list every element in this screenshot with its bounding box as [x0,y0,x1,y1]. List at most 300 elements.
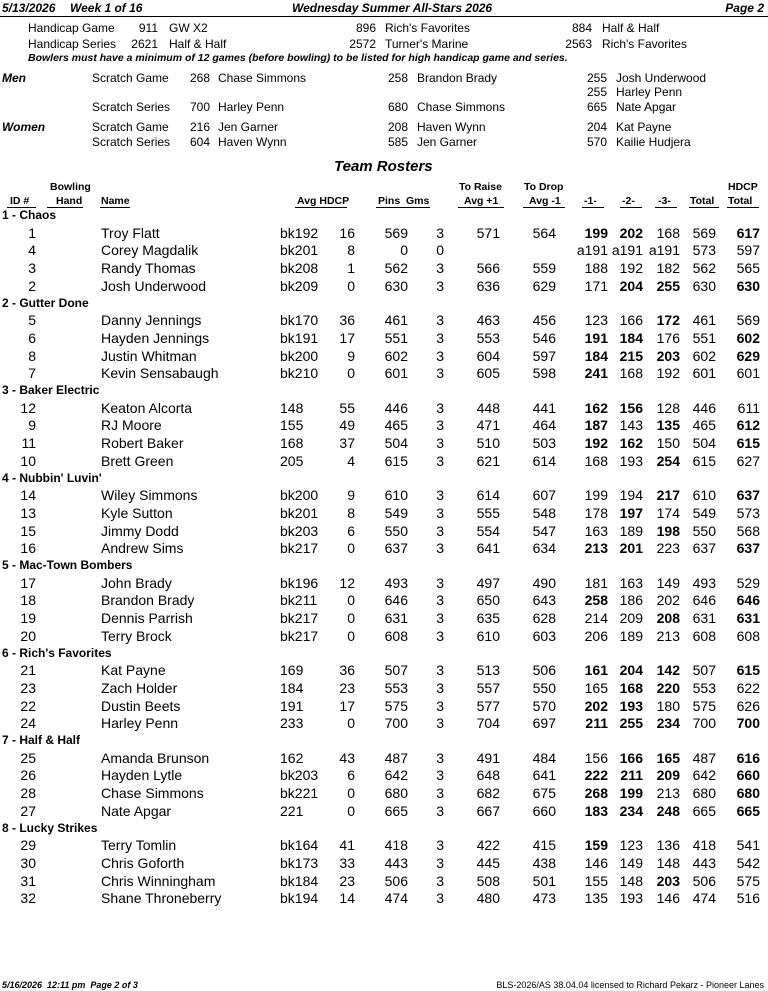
scratch-total: 487 [692,749,716,766]
bowler-handicap: 9 [347,347,355,364]
bowler-id: 24 [20,715,36,732]
men-game-label: Scratch Game [92,71,169,85]
bowler-id: 23 [20,679,36,696]
bowler-id: 8 [28,347,36,364]
women-game-name: Haven Wynn [417,120,486,134]
bowler-name: RJ Moore [101,417,162,434]
bowler-handicap: 14 [339,890,355,907]
game1-score: 135 [584,890,608,907]
bowler-pins: 646 [384,592,408,609]
team-header: 5 - Mac-Town Bombers [2,558,133,572]
to-raise-value: 557 [476,679,500,696]
to-raise-value: 614 [476,487,500,504]
bowler-handicap: 0 [347,277,355,294]
bowler-name: Kevin Sensabaugh [101,365,219,382]
team-header: 3 - Baker Electric [2,383,100,397]
bowler-handicap: 36 [339,312,355,329]
bowler-handicap: 41 [339,837,355,854]
to-raise-value: 445 [476,854,500,871]
bowler-id: 9 [28,417,36,434]
handicap-total: 611 [737,399,760,416]
bowler-handicap: 36 [339,662,355,679]
handicap-total: 615 [736,435,760,452]
women-label: Women [2,120,46,134]
bowler-average: bk201 [280,504,319,521]
bowler-pins: 443 [384,854,408,871]
bowler-name: John Brady [101,574,172,591]
bowler-row [0,628,768,646]
bowler-average: 233 [280,715,304,732]
handicap-total: 637 [736,540,760,557]
to-raise-value: 554 [476,522,500,539]
bowler-pins: 507 [384,662,408,679]
bowler-name: Justin Whitman [101,347,197,364]
hdcp-game-team: GW X2 [169,21,208,35]
to-raise-value: 704 [476,715,500,732]
to-raise-value: 422 [476,837,500,854]
bowler-games: 3 [436,435,444,452]
game3-score: 203 [656,347,680,364]
bowler-id: 14 [20,487,36,504]
col-hdcp: HDCP [728,181,758,193]
bowler-games: 0 [436,242,444,259]
bowler-average: bk192 [280,224,319,241]
handicap-total: 616 [736,749,760,766]
bowler-games: 3 [436,417,444,434]
col-to-drop: To Drop [524,181,564,193]
game2-score: 192 [619,260,643,277]
bowler-name: Josh Underwood [101,277,207,294]
scratch-total: 506 [692,872,716,889]
women-game-score: 216 [189,120,210,134]
bowler-row [0,487,768,505]
col-bowling: Bowling [50,181,91,193]
game2-score: 194 [619,487,643,504]
to-drop-value: 441 [532,399,556,416]
handicap-total: 573 [736,504,760,521]
to-raise-value: 471 [476,417,500,434]
to-raise-value: 650 [476,592,500,609]
scratch-total: 601 [692,365,716,382]
game1-score: 213 [584,540,608,557]
women-series-score: 570 [586,135,607,149]
bowler-games: 3 [436,872,444,889]
bowler-games: 3 [436,592,444,609]
bowler-pins: 601 [384,365,408,382]
to-raise-value: 491 [476,749,500,766]
game3-score: 149 [656,574,680,591]
game2-score: 193 [619,452,643,469]
bowler-handicap: 6 [347,767,355,784]
game1-score: 184 [584,347,608,364]
bowler-row [0,767,768,785]
scratch-total: 615 [692,452,716,469]
women-series-score: 604 [189,135,210,149]
team-header: 2 - Gutter Done [2,295,89,310]
bowler-row [0,803,768,821]
game2-score: 162 [619,435,643,452]
game1-score: 161 [584,662,608,679]
to-drop-value: 464 [532,417,556,434]
to-raise-value: 513 [476,662,500,679]
footer-license: BLS-2026/AS 38.04.04 licensed to Richard Pekarz - Pioneer Lanes [496,980,764,990]
to-raise-value: 636 [476,277,500,294]
scratch-total: 602 [692,347,716,364]
bowler-average: 184 [280,679,304,696]
hdcp-series-score: 2563 [565,37,592,51]
to-drop-value: 501 [532,872,556,889]
game3-score: 174 [656,504,680,521]
hdcp-series-score: 2621 [131,37,158,51]
game2-score: 149 [619,854,643,871]
bowler-name: Chase Simmons [101,785,204,802]
bowler-row [0,698,768,716]
bowler-id: 15 [20,522,36,539]
to-drop-value: 438 [532,854,556,871]
men-series-label: Scratch Series [92,100,171,114]
game3-score: 208 [656,610,680,627]
to-raise-value: 621 [476,452,500,469]
bowler-pins: 602 [384,347,408,364]
to-drop-value: 550 [532,679,556,696]
bowler-average: bk203 [280,767,319,784]
to-drop-value: 614 [532,452,556,469]
hdcp-series-team: Turner's Marine [385,37,469,51]
bowler-handicap: 6 [347,522,355,539]
game2-score: 123 [619,837,643,854]
hdcp-series-team: Half & Half [169,37,227,51]
scratch-total: 630 [692,277,716,294]
handicap-total: 615 [736,662,760,679]
game2-score: 189 [619,522,643,539]
scratch-total: 507 [692,662,716,679]
bowler-games: 3 [436,627,444,644]
bowler-name: Brandon Brady [101,592,195,609]
women-series-score: 585 [387,135,408,149]
to-raise-value: 610 [476,627,500,644]
bowler-average: 169 [280,662,304,679]
bowler-row [0,523,768,541]
bowler-games: 3 [436,785,444,802]
to-drop-value: 564 [532,224,556,241]
bowler-pins: 680 [384,785,408,802]
to-drop-value: 641 [532,767,556,784]
bowler-handicap: 0 [347,540,355,557]
scratch-total: 575 [692,697,716,714]
bowler-pins: 461 [384,312,408,329]
col-game2: -2- [622,195,635,207]
to-raise-value: 571 [476,224,500,241]
bowler-pins: 493 [384,574,408,591]
bowler-id: 17 [20,574,36,591]
scratch-total: 569 [692,224,716,241]
bowler-handicap: 8 [347,242,355,259]
report-date: 5/13/2026 [2,1,56,15]
to-drop-value: 415 [532,837,556,854]
bowler-handicap: 0 [347,627,355,644]
handicap-total: 612 [736,417,760,434]
bowler-row [0,505,768,523]
bowler-name: Amanda Brunson [101,749,210,766]
game1-score: 202 [584,697,608,714]
game1-score: 165 [584,679,608,696]
bowler-pins: 551 [384,329,408,346]
bowler-games: 3 [436,224,444,241]
handicap-total: 541 [736,837,760,854]
bowler-name: Zach Holder [101,679,178,696]
bowler-row [0,435,768,453]
game3-score: 213 [656,785,680,802]
scratch-total: 504 [692,435,716,452]
bowler-games: 3 [436,610,444,627]
bowler-name: Shane Throneberry [101,890,222,907]
handicap-total: 608 [736,627,760,644]
bowler-row [0,540,768,558]
bowler-handicap: 0 [347,802,355,819]
game3-score: 150 [656,435,680,452]
bowler-average: bk170 [280,312,319,329]
women-series-name: Haven Wynn [218,135,287,149]
bowler-games: 3 [436,679,444,696]
scratch-total: 549 [692,504,716,521]
bowler-average: bk200 [280,487,319,504]
team-header: 1 - Chaos [2,208,57,222]
bowler-name: Terry Tomlin [101,837,177,854]
handicap-total: 617 [736,224,760,241]
handicap-total: 631 [736,610,760,627]
game3-score: 180 [656,697,680,714]
game3-score: 234 [656,715,680,732]
handicap-total: 529 [736,574,760,591]
to-raise-value: 667 [476,802,500,819]
game3-score: 146 [656,890,680,907]
bowler-handicap: 37 [339,435,355,452]
game2-score: 197 [619,504,643,521]
bowler-row [0,278,768,296]
bowler-pins: 550 [384,522,408,539]
handicap-total: 626 [736,697,760,714]
game1-score: 159 [584,837,608,854]
to-drop-value: 643 [532,592,556,609]
team-header: 7 - Half & Half [2,733,81,747]
footer-print-info: 5/16/2026 12:11 pm Page 2 of 3 [2,980,138,990]
game3-score: 148 [656,854,680,871]
to-drop-value: 597 [532,347,556,364]
handicap-total: 565 [736,260,760,277]
game3-score: 220 [656,679,680,696]
men-game-score: 258 [387,71,408,85]
hdcp-game-score: 884 [571,21,592,35]
bowler-name: Troy Flatt [101,224,160,241]
bowler-row [0,400,768,418]
bowler-name: Jimmy Dodd [101,522,179,539]
to-drop-value: 675 [532,785,556,802]
to-raise-value: 648 [476,767,500,784]
game3-score: 182 [656,260,680,277]
bowler-name: Danny Jennings [101,312,202,329]
bowler-average: bk194 [280,890,319,907]
bowler-games: 3 [436,697,444,714]
men-game-score: 255 [586,71,607,85]
header-rule [0,16,768,17]
to-drop-value: 547 [532,522,556,539]
handicap-total: 680 [736,785,760,802]
bowler-pins: 615 [384,452,408,469]
bowler-pins: 665 [384,802,408,819]
bowler-games: 3 [436,715,444,732]
bowler-id: 27 [20,802,36,819]
scratch-total: 474 [692,890,716,907]
bowler-id: 20 [20,627,36,644]
col-to-raise: To Raise [459,181,502,193]
bowler-average: bk217 [280,627,319,644]
game3-score: 168 [656,224,680,241]
col-game3: -3- [658,195,671,207]
bowler-handicap: 0 [347,715,355,732]
game3-score: 198 [656,522,680,539]
game2-score: 186 [619,592,643,609]
bowler-id: 18 [20,592,36,609]
scratch-total: 551 [692,329,716,346]
bowler-pins: 642 [384,767,408,784]
game2-score: 193 [619,697,643,714]
game3-score: 176 [656,329,680,346]
bowler-pins: 610 [384,487,408,504]
bowler-row [0,260,768,278]
bowler-id: 1 [28,224,36,241]
to-raise-value: 510 [476,435,500,452]
game1-score: 162 [584,399,608,416]
bowler-pins: 474 [384,890,408,907]
scratch-total: 700 [692,715,716,732]
bowler-id: 26 [20,767,36,784]
hdcp-game-score: 896 [355,21,376,35]
bowler-handicap: 0 [347,610,355,627]
game1-score: 187 [584,417,608,434]
col-avg-plus: Avg +1 [464,195,499,207]
week-label: Week 1 of 16 [70,1,143,15]
scratch-total: 665 [692,802,716,819]
to-drop-value: 570 [532,697,556,714]
men-series-name: Chase Simmons [417,100,506,114]
bowler-name: Nate Apgar [101,802,172,819]
bowler-average: bk217 [280,540,319,557]
game1-score: 192 [584,435,608,452]
team-header: 8 - Lucky Strikes [2,820,98,835]
game3-score: 255 [656,277,680,294]
bowler-handicap: 49 [339,417,355,434]
bowler-id: 31 [20,872,36,889]
game2-score: 255 [619,715,643,732]
game1-score: 206 [584,627,608,644]
hdcp-series-score: 2572 [349,37,376,51]
to-raise-value: 604 [476,347,500,364]
bowler-name: Hayden Jennings [101,329,210,346]
game2-score: 199 [619,785,643,802]
bowler-handicap: 17 [339,329,355,346]
bowler-id: 16 [20,540,36,557]
bowler-name: Robert Baker [101,435,184,452]
bowler-name: Keaton Alcorta [101,399,193,416]
game2-score: 189 [619,627,643,644]
scratch-total: 446 [692,399,716,416]
bowler-id: 29 [20,837,36,854]
game2-score: 215 [619,347,643,364]
game3-score: 203 [656,872,680,889]
scratch-total: 642 [692,767,716,784]
bowler-row [0,750,768,768]
bowler-pins: 569 [384,224,408,241]
bowler-pins: 553 [384,679,408,696]
hdcp-game-team: Half & Half [602,21,660,35]
handicap-total: 700 [736,715,760,732]
game3-score: 128 [656,399,680,416]
game1-score: 199 [584,487,608,504]
bowler-id: 10 [20,452,36,469]
to-raise-value: 553 [476,329,500,346]
bowler-handicap: 55 [339,399,355,416]
bowler-handicap: 1 [347,260,355,277]
bowler-games: 3 [436,504,444,521]
bowler-name: Corey Magdalik [101,242,199,259]
game1-score: 214 [584,610,608,627]
bowler-row [0,855,768,873]
bowler-pins: 630 [384,277,408,294]
bowler-id: 13 [20,504,36,521]
bowler-row [0,785,768,803]
bowler-games: 3 [436,574,444,591]
men-series-score: 700 [189,100,210,114]
women-series-name: Kailie Hudjera [616,135,691,149]
to-raise-value: 448 [476,399,500,416]
scratch-total: 646 [692,592,716,609]
to-raise-value: 635 [476,610,500,627]
game2-score: 168 [619,679,643,696]
bowler-handicap: 12 [339,574,355,591]
bowler-average: 191 [280,697,304,714]
bowler-handicap: 23 [339,872,355,889]
game1-score: 211 [585,715,608,732]
bowler-id: 19 [20,610,36,627]
game1-score: 199 [584,224,608,241]
col-pins-gms: Pins Gms [378,195,430,207]
scratch-total: 465 [692,417,716,434]
game3-score: 254 [656,452,680,469]
bowler-id: 25 [20,749,36,766]
to-drop-value: 607 [532,487,556,504]
to-drop-value: 456 [532,312,556,329]
to-drop-value: 629 [532,277,556,294]
bowler-average: 162 [280,749,304,766]
bowler-name: Brett Green [101,452,174,469]
bowler-id: 28 [20,785,36,802]
bowler-average: bk217 [280,610,319,627]
bowler-row [0,453,768,471]
game2-score: 202 [619,224,643,241]
bowler-pins: 446 [384,399,408,416]
scratch-total: 631 [692,610,716,627]
bowler-id: 12 [20,399,36,416]
col-name: Name [101,195,130,207]
handicap-total: 646 [736,592,760,609]
game3-score: 165 [656,749,680,766]
bowler-row [0,837,768,855]
bowler-average: bk203 [280,522,319,539]
women-series-label: Scratch Series [92,135,171,149]
handicap-total: 637 [736,487,760,504]
bowler-id: 7 [28,365,36,382]
game3-score: 142 [656,662,680,679]
